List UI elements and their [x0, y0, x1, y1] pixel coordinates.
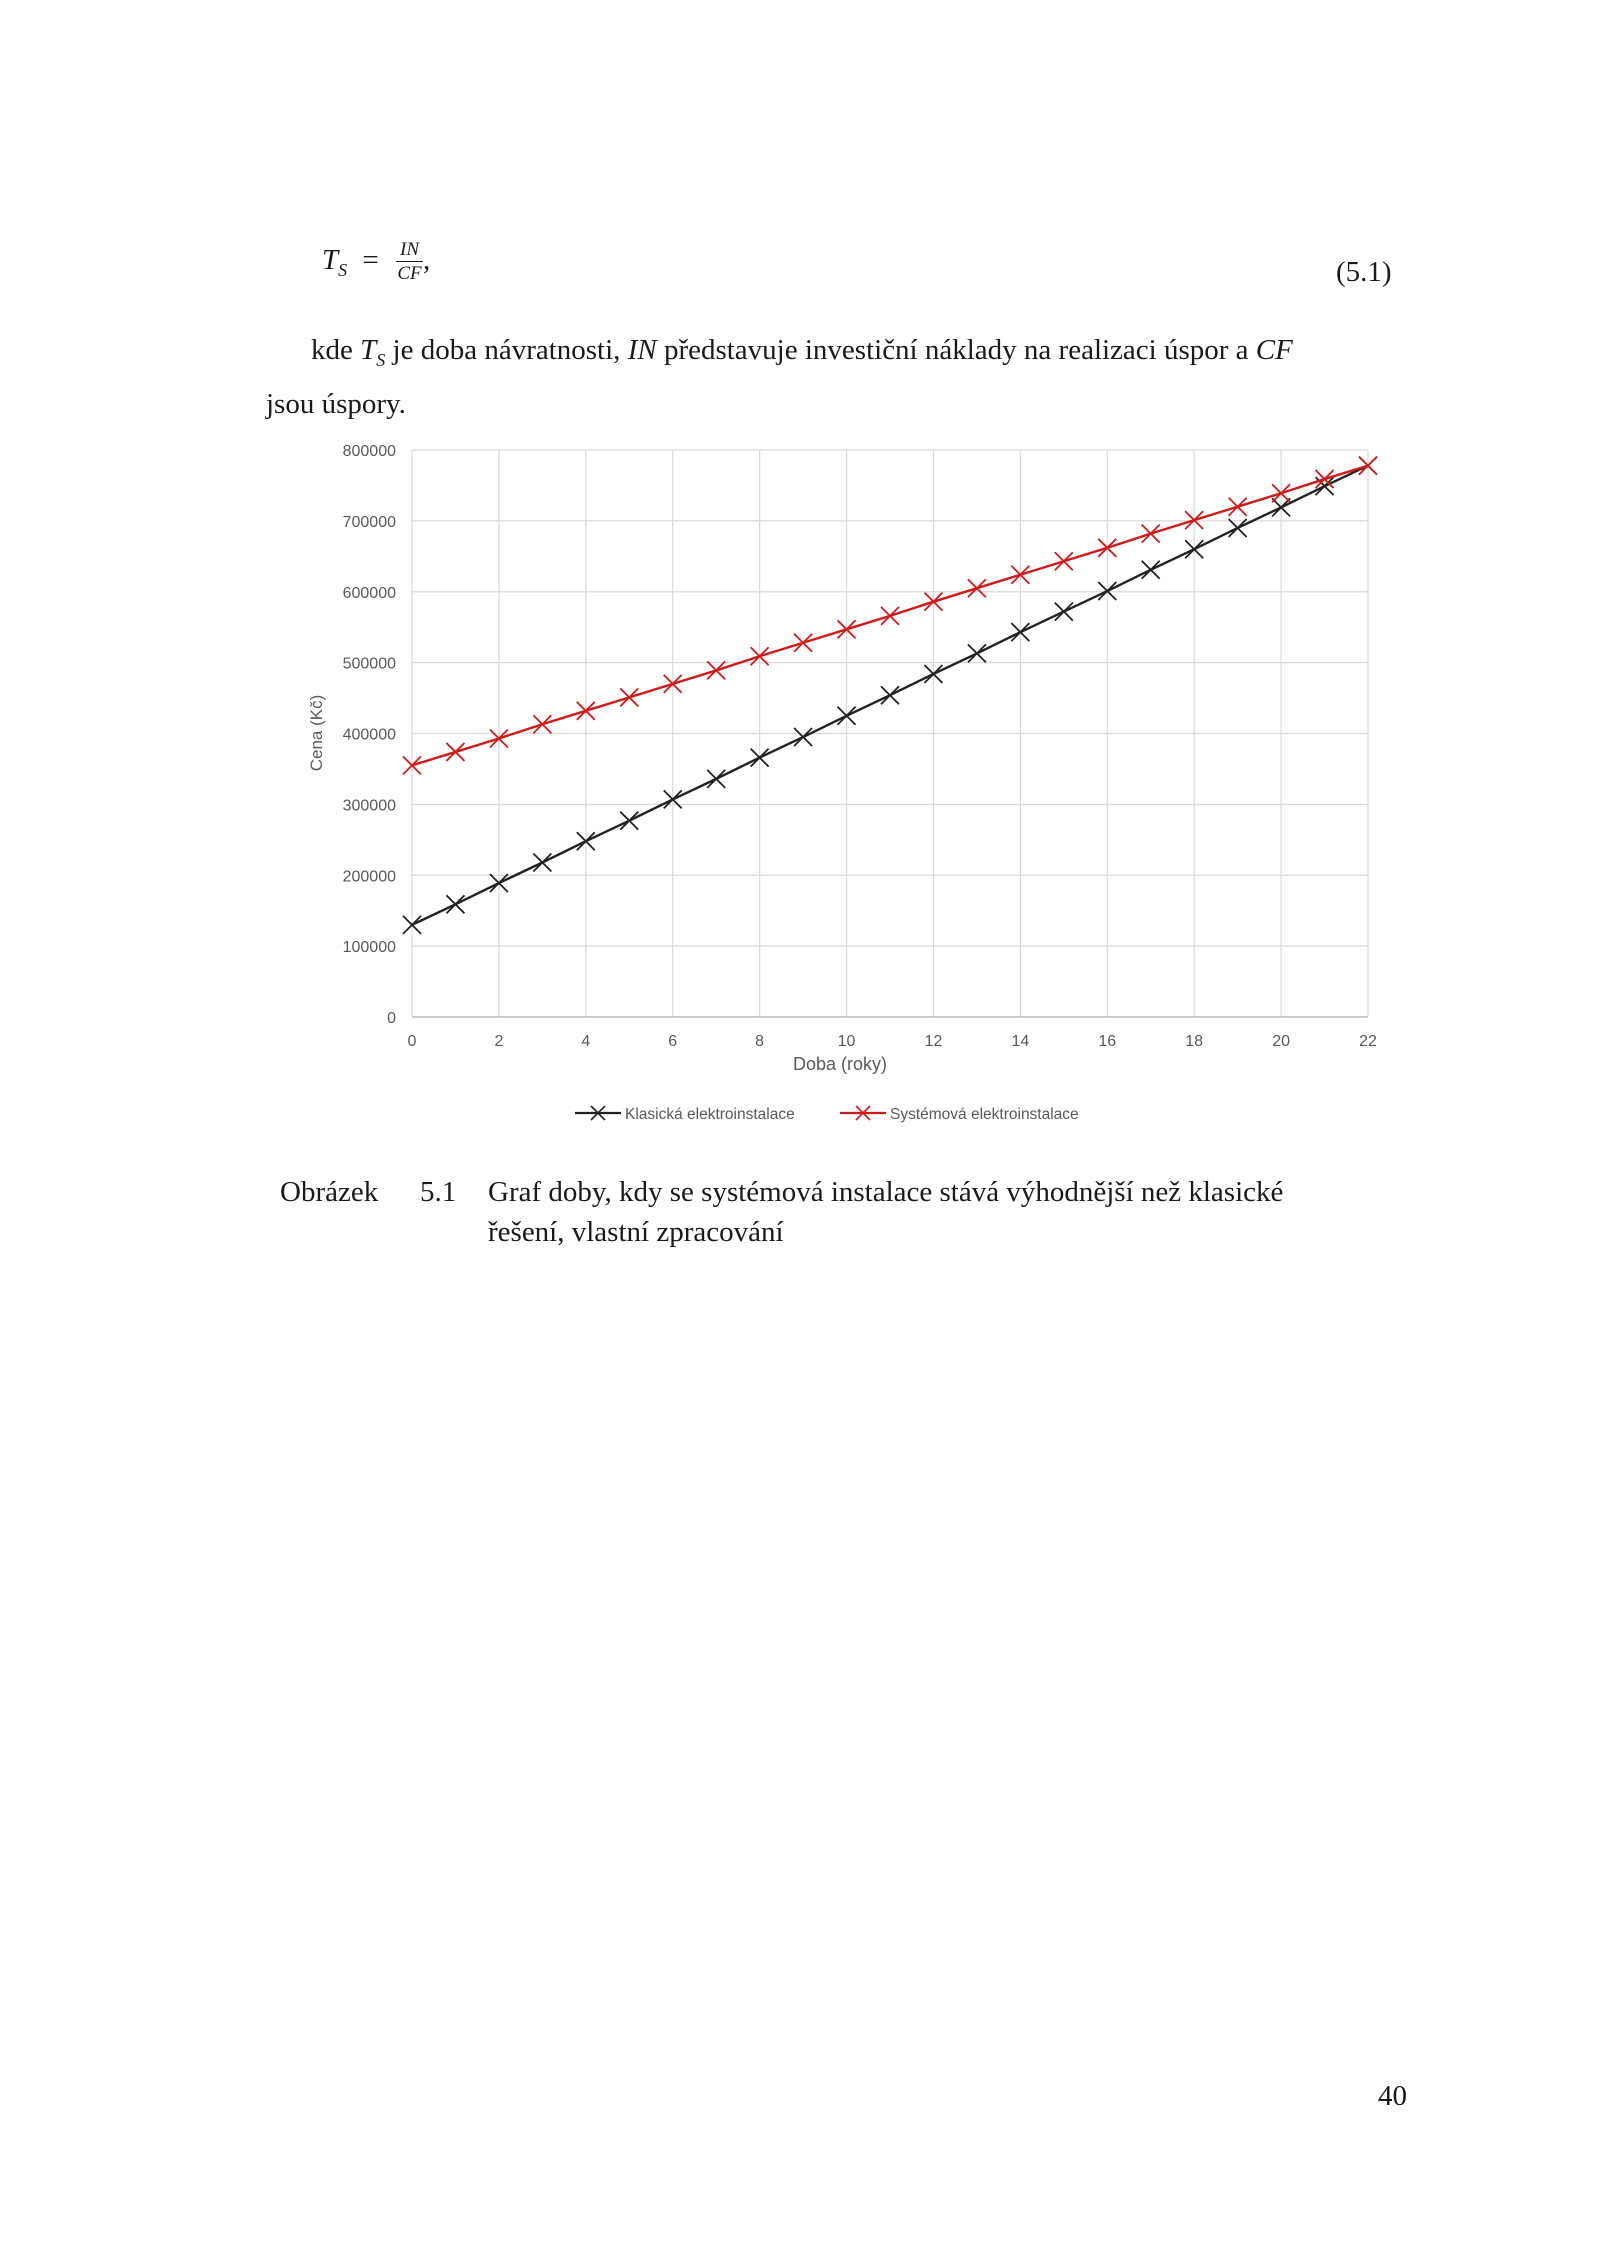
data-point-marker — [881, 686, 899, 704]
y-tick-label: 800000 — [342, 443, 396, 460]
data-point-marker — [881, 607, 899, 625]
x-tick-label: 12 — [924, 1033, 943, 1050]
formula-lhs-subscript: S — [338, 259, 348, 280]
figure-caption-number: 5.1 — [420, 1176, 457, 1208]
formula-numerator: IN — [396, 240, 423, 262]
x-tick-label: 16 — [1098, 1033, 1117, 1050]
y-tick-label: 200000 — [342, 868, 396, 886]
data-point-marker — [533, 715, 551, 733]
y-tick-label: 400000 — [342, 726, 396, 744]
data-point-marker — [620, 812, 638, 830]
data-point-marker — [446, 895, 464, 913]
equation-number: (5.1) — [1336, 256, 1392, 288]
data-point-marker — [794, 634, 812, 652]
y-tick-label: 300000 — [342, 797, 396, 815]
paragraph-line-1 — [266, 328, 1422, 382]
formula-equals: = — [362, 244, 379, 277]
formula-5-1 — [322, 240, 430, 285]
formula-lhs: T — [322, 244, 339, 277]
paragraph-in-symbol: IN — [627, 334, 657, 366]
body-paragraph — [266, 328, 1422, 426]
figure-caption-text — [488, 1172, 1408, 1252]
x-tick-label: 10 — [837, 1033, 856, 1050]
series-1 — [403, 457, 1377, 775]
data-point-marker — [533, 853, 551, 871]
paragraph-cf-symbol: CF — [1255, 334, 1293, 366]
legend-label: Systémová elektroinstalace — [890, 1106, 1079, 1123]
y-tick-label: 500000 — [342, 655, 396, 673]
data-point-marker — [446, 743, 464, 761]
formula-denominator: CF — [397, 263, 422, 284]
chart-legend — [575, 1106, 1079, 1123]
x-tick-label: 22 — [1359, 1033, 1377, 1050]
chart-series — [403, 457, 1377, 934]
series-0 — [403, 457, 1377, 934]
data-point-marker — [968, 644, 986, 662]
legend-label: Klasická elektroinstalace — [625, 1106, 795, 1123]
legend-entry-1 — [840, 1106, 1079, 1123]
page-number: 40 — [1378, 2080, 1407, 2112]
y-tick-label: 100000 — [342, 939, 396, 957]
data-point-marker — [1229, 498, 1247, 516]
x-tick-label: 0 — [407, 1033, 417, 1050]
x-tick-label: 20 — [1272, 1033, 1290, 1050]
y-tick-label: 600000 — [342, 584, 396, 602]
figure-caption-label: Obrázek — [280, 1176, 379, 1208]
y-axis-label: Cena (Kč) — [307, 694, 326, 772]
x-tick-label: 18 — [1185, 1033, 1204, 1050]
y-tick-label: 0 — [387, 1010, 396, 1027]
data-point-marker — [1142, 525, 1160, 543]
paragraph-line-2: jsou úspory. — [266, 387, 406, 420]
data-point-marker — [707, 661, 725, 679]
x-tick-label: 6 — [668, 1033, 678, 1050]
paragraph-ts-subscript: S — [376, 349, 386, 370]
paragraph-ts-symbol: T — [360, 334, 377, 366]
data-point-marker — [707, 770, 725, 788]
caption-line-1: Graf doby, kdy se systémová instalace stává výhodnější než klasické — [488, 1176, 1284, 1208]
x-tick-label: 4 — [581, 1033, 591, 1050]
x-tick-label: 2 — [494, 1033, 504, 1050]
caption-line-2: řešení, vlastní zpracování — [488, 1216, 784, 1248]
data-point-marker — [1229, 519, 1247, 537]
x-axis-label: Doba (roky) — [792, 1054, 888, 1074]
data-point-marker — [794, 728, 812, 746]
x-axis-tick-labels — [408, 1033, 1377, 1050]
data-point-marker — [968, 579, 986, 597]
paragraph-text-2: je doba návratnosti, — [385, 334, 628, 366]
x-tick-label: 8 — [755, 1033, 765, 1050]
data-point-marker — [1055, 603, 1073, 621]
data-point-marker — [1142, 561, 1160, 579]
paragraph-text-3: představuje investiční náklady na realizaci úspor a — [656, 334, 1256, 366]
y-axis-tick-labels — [343, 443, 396, 1027]
x-tick-label: 14 — [1011, 1033, 1030, 1050]
payback-line-chart — [290, 420, 1410, 1140]
formula-comma: , — [423, 244, 431, 277]
y-tick-label: 700000 — [342, 513, 396, 531]
formula-fraction — [396, 240, 423, 285]
data-point-marker — [620, 688, 638, 706]
data-point-marker — [1055, 552, 1073, 570]
legend-entry-0 — [575, 1106, 795, 1123]
paragraph-text-1: kde — [311, 334, 361, 366]
